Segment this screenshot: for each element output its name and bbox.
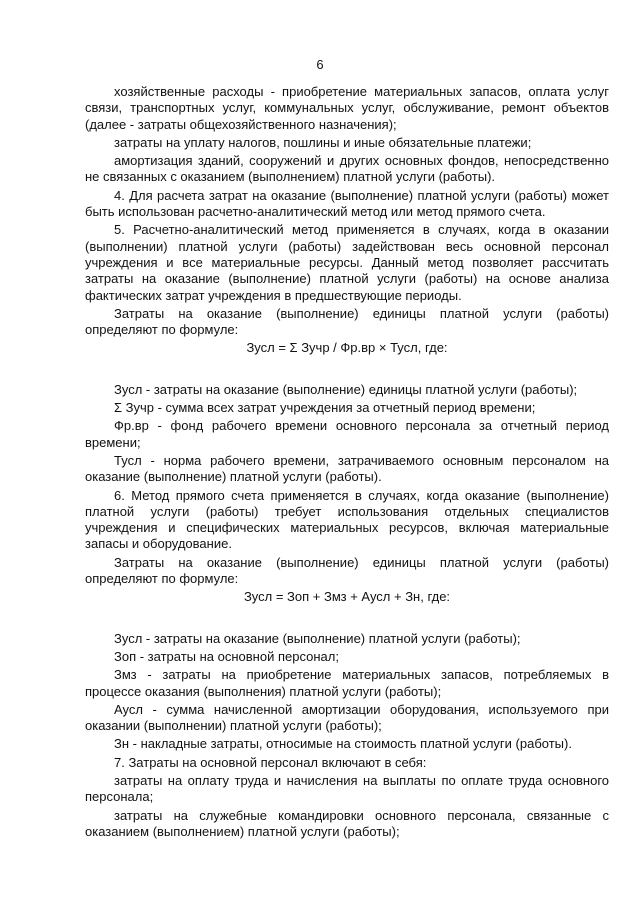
- definition-sum-zuchr: Σ Зучр - сумма всех затрат учреждения за отчетный период времени;: [114, 400, 536, 416]
- definition-zn: Зн - накладные затраты, относимые на стоимость платной услуги (работы).: [114, 736, 572, 752]
- paragraph-formula-intro-1: Затраты на оказание (выполнение) единицы платной услуги (работы) определяют по формуле:: [85, 305, 609, 338]
- paragraph-item-6: 6. Метод прямого счета применяется в случаях, когда оказание (выполнение) платной услуги (работы) требует использования отдельных специалистов учреждения и специфических материальных ресурсов, включая материальные запасы и оборудование.: [85, 487, 609, 552]
- definition-tusl: Тусл - норма рабочего времени, затрачиваемого основным персоналом на оказание (выполнение) платной услуги (работы).: [85, 452, 609, 485]
- definition-ausl: Аусл - сумма начисленной амортизации оборудования, используемого при оказании (выполнении) платной услуги (работы);: [85, 701, 609, 734]
- page-number: 6: [316, 57, 324, 72]
- paragraph-labor-costs: затраты на оплату труда и начисления на выплаты по оплате труда основного персонала;: [85, 772, 609, 805]
- definition-zmz: Змз - затраты на приобретение материальных запасов, потребляемых в процессе оказания (выполнения) платной услуги (работы);: [85, 667, 609, 699]
- paragraph-item-5: 5. Расчетно-аналитический метод применяется в случаях, когда в оказании (выполнении) платной услуги (работы) задействован весь основной персонал учреждения и все материальные ресурсы. Данный метод позволяет рассчитать затраты на оказание (выполнение) платной услуги (работы) на основе анализа фактических затрат учреждения в предшествующие периоды.: [85, 222, 609, 303]
- paragraph-item-4: 4. Для расчета затрат на оказание (выполнение) платной услуги (работы) может быть использован расчетно-аналитический метод или метод прямого счета.: [85, 187, 609, 220]
- definition-zusl-1: Зусл - затраты на оказание (выполнение) единицы платной услуги (работы);: [114, 381, 578, 397]
- paragraph-business-trips: затраты на служебные командировки основного персонала, связанные с оказанием (выполнением) платной услуги (работы);: [85, 807, 609, 839]
- definition-zop: Зоп - затраты на основной персонал;: [114, 648, 339, 664]
- formula-2: Зусл = Зоп + Змз + Аусл + Зн, где:: [243, 589, 451, 605]
- paragraph-general-expenses: хозяйственные расходы - приобретение материальных запасов, оплата услуг связи, транспортных услуг, коммунальных услуг, обслуживание, ремонт объектов (далее - затраты общехозяйственного назначения);: [85, 84, 609, 132]
- definition-zusl-2: Зусл - затраты на оказание (выполнение) платной услуги (работы);: [114, 630, 521, 646]
- paragraph-depreciation: амортизация зданий, сооружений и других основных фондов, непосредственно не связанных с оказанием (выполнением) платной услуги (работы).: [85, 153, 609, 185]
- formula-1: Зусл = Σ Зучр / Фр.вр × Тусл, где:: [246, 340, 448, 356]
- paragraph-item-7: 7. Затраты на основной персонал включают в себя:: [114, 754, 427, 770]
- document-body: [85, 84, 609, 842]
- paragraph-taxes: затраты на уплату налогов, пошлины и иные обязательные платежи;: [114, 134, 532, 150]
- paragraph-formula-intro-2: Затраты на оказание (выполнение) единицы платной услуги (работы) определяют по формуле:: [85, 554, 609, 587]
- definition-fr-vr: Фр.вр - фонд рабочего времени основного персонала за отчетный период времени;: [85, 418, 609, 450]
